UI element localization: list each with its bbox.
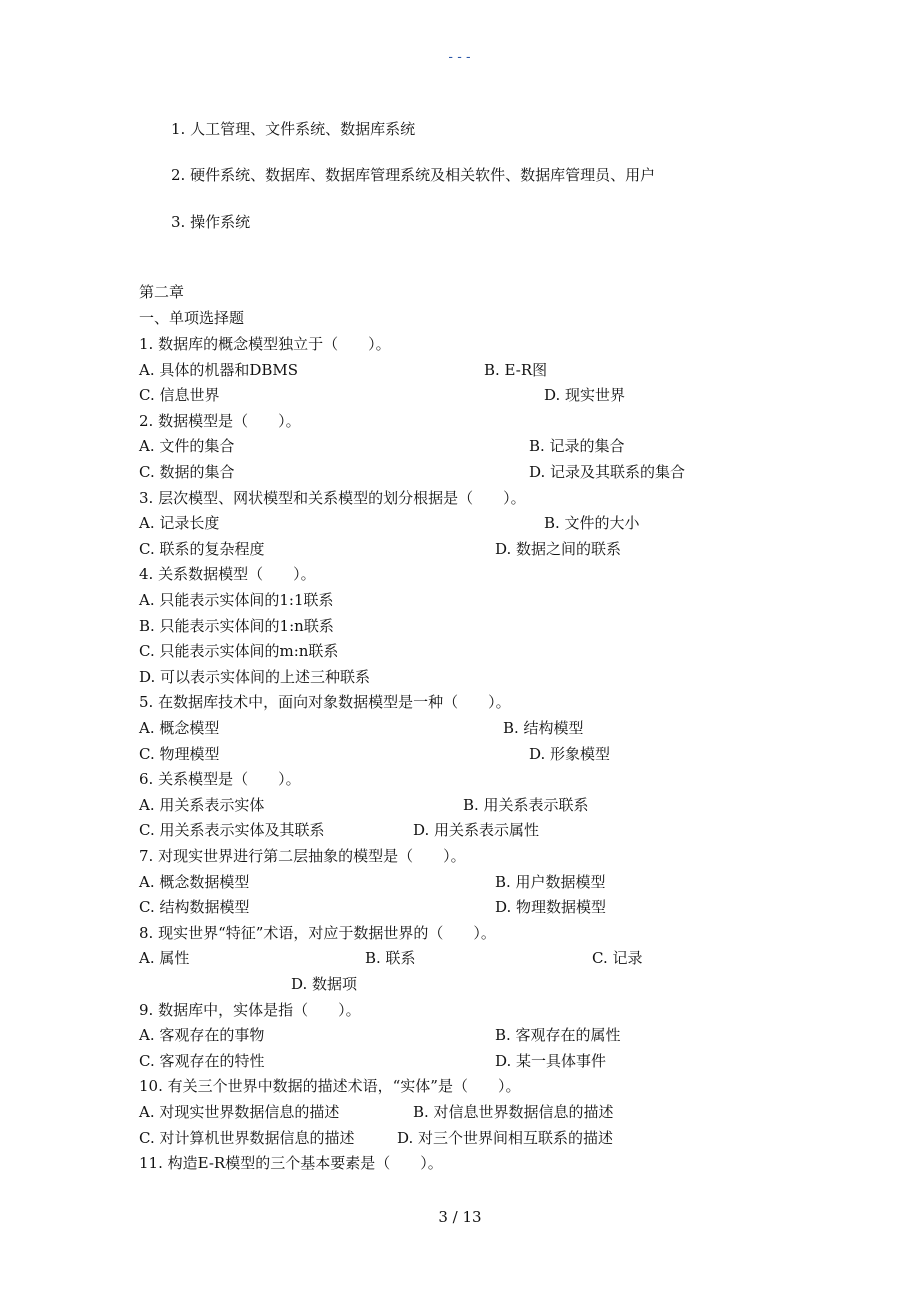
line-text: A. 只能表示实体间的1:1联系 (139, 591, 334, 609)
option-text: A. 对现实世界数据信息的描述 (139, 1103, 340, 1121)
intro-line-2: 2. 硬件系统、数据库、数据库管理系统及相关软件、数据库管理员、用户 (171, 166, 656, 184)
option-text: B. 用关系表示联系 (463, 796, 589, 814)
intro-line-3: 3. 操作系统 (171, 213, 251, 231)
section-title: 一、单项选择题 (139, 309, 245, 327)
line-text: 8. 现实世界“特征”术语，对应于数据世界的（ ）。 (139, 924, 496, 942)
header-mark: --- (446, 50, 474, 65)
option-text: A. 属性 (139, 949, 190, 967)
option-text: C. 客观存在的特性 (139, 1052, 265, 1070)
option-text: D. 用关系表示属性 (413, 821, 540, 839)
option-text: B. 用户数据模型 (495, 873, 606, 891)
line-text: 5. 在数据库技术中，面向对象数据模型是一种（ ）。 (139, 693, 511, 711)
option-text: B. E-R图 (484, 361, 548, 379)
option-text: C. 记录 (592, 949, 643, 967)
option-text: B. 结构模型 (503, 719, 584, 737)
option-text: D. 物理数据模型 (495, 898, 607, 916)
option-text: B. 记录的集合 (529, 437, 625, 455)
option-text: D. 某一具体事件 (495, 1052, 607, 1070)
option-text: C. 结构数据模型 (139, 898, 250, 916)
option-text: C. 联系的复杂程度 (139, 540, 265, 558)
option-text: C. 对计算机世界数据信息的描述 (139, 1129, 355, 1147)
line-text: 6. 关系模型是（ ）。 (139, 770, 301, 788)
option-text: A. 概念模型 (139, 719, 220, 737)
option-text: A. 具体的机器和DBMS (139, 361, 299, 379)
line-text: C. 只能表示实体间的m:n联系 (139, 642, 339, 660)
option-text: D. 对三个世界间相互联系的描述 (397, 1129, 614, 1147)
option-text: A. 记录长度 (139, 514, 220, 532)
option-text: A. 文件的集合 (139, 437, 235, 455)
option-text: C. 信息世界 (139, 386, 220, 404)
line-text: 7. 对现实世界进行第二层抽象的模型是（ ）。 (139, 847, 466, 865)
line-text: 3. 层次模型、网状模型和关系模型的划分根据是（ ）。 (139, 489, 526, 507)
line-text: 4. 关系数据模型（ ）。 (139, 565, 316, 583)
page-number: 3 / 13 (438, 1208, 482, 1226)
line-text: B. 只能表示实体间的1:n联系 (139, 617, 334, 635)
line-text: D. 数据项 (291, 975, 358, 993)
option-text: D. 现实世界 (544, 386, 626, 404)
option-text: C. 用关系表示实体及其联系 (139, 821, 325, 839)
option-text: B. 联系 (365, 949, 416, 967)
option-text: A. 客观存在的事物 (139, 1026, 265, 1044)
option-text: C. 数据的集合 (139, 463, 235, 481)
chapter-title: 第二章 (139, 283, 185, 301)
option-text: B. 客观存在的属性 (495, 1026, 621, 1044)
option-text: D. 形象模型 (529, 745, 611, 763)
option-text: C. 物理模型 (139, 745, 220, 763)
line-text: 2. 数据模型是（ ）。 (139, 412, 301, 430)
line-text: 10. 有关三个世界中数据的描述术语，“实体”是（ ）。 (139, 1077, 521, 1095)
line-text: 1. 数据库的概念模型独立于（ ）。 (139, 335, 391, 353)
option-text: B. 文件的大小 (544, 514, 640, 532)
line-text: D. 可以表示实体间的上述三种联系 (139, 668, 371, 686)
option-text: A. 用关系表示实体 (139, 796, 265, 814)
line-text: 9. 数据库中，实体是指（ ）。 (139, 1001, 361, 1019)
option-text: D. 记录及其联系的集合 (529, 463, 686, 481)
option-text: D. 数据之间的联系 (495, 540, 622, 558)
intro-line-1: 1. 人工管理、文件系统、数据库系统 (171, 120, 416, 138)
option-text: B. 对信息世界数据信息的描述 (413, 1103, 614, 1121)
option-text: A. 概念数据模型 (139, 873, 250, 891)
line-text: 11. 构造E-R模型的三个基本要素是（ ）。 (139, 1154, 443, 1172)
